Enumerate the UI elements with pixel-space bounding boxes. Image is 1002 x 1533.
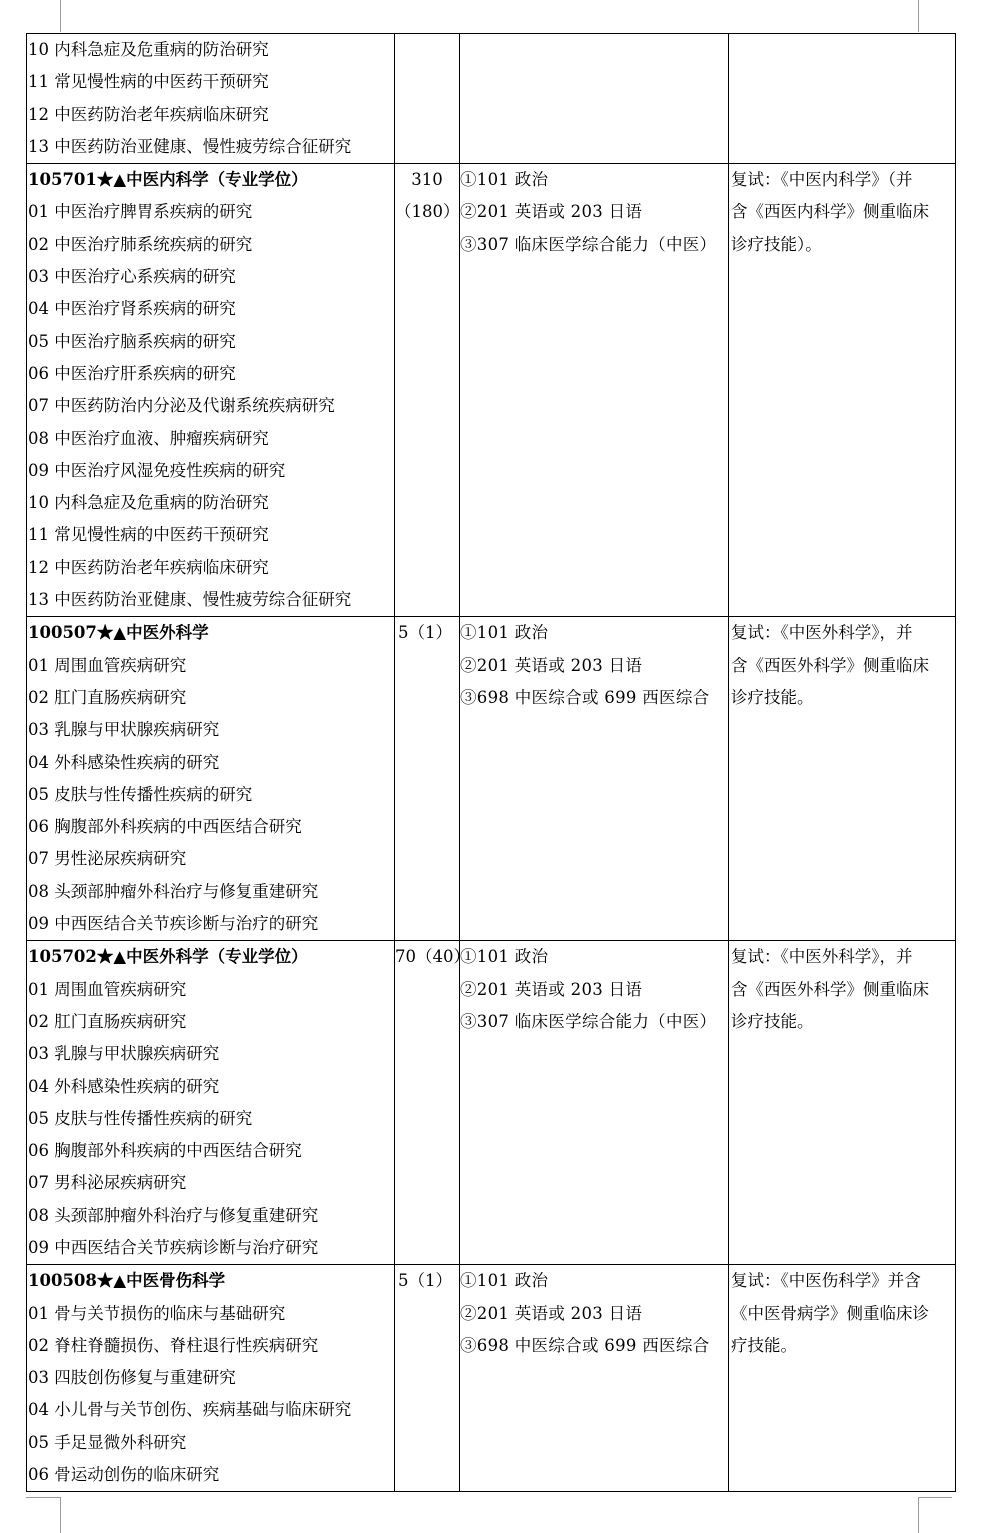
exam-subject: ①101 政治 [460,947,549,967]
exam-cell [460,1265,729,1492]
program-title: 100508★▲中医骨伤科学 [28,1271,226,1291]
retest-line: 复试：《中医内科学》（并 [731,170,913,190]
direction-item: 02 中医治疗肺系统疾病的研究 [28,234,253,254]
direction-item: 03 中医治疗心系疾病的研究 [28,267,236,287]
direction-item: 05 皮肤与性传播性疾病的研究 [28,784,253,804]
program-title: 105702★▲中医外科学（专业学位） [28,947,308,967]
direction-item: 09 中西医结合关节疾诊断与治疗的研究 [28,914,319,934]
retest-cell [729,941,956,1265]
direction-item: 01 周围血管疾病研究 [28,655,187,675]
direction-item: 10 内科急症及危重病的防治研究 [28,40,269,59]
enrollment-cell [395,617,460,941]
exam-subject: ②201 英语或 203 日语 [460,202,643,222]
exam-subject: ②201 英语或 203 日语 [460,1303,643,1323]
program-cell [27,941,395,1265]
direction-item: 04 外科感染性疾病的研究 [28,1076,220,1096]
direction-item: 12 中医药防治老年疾病临床研究 [28,557,269,577]
crop-mark-bottom-left-v [60,1497,61,1533]
program-cell [27,617,395,941]
enrollment-cell [395,941,470,1265]
direction-item: 07 男科泌尿疾病研究 [28,1173,187,1193]
direction-item: 02 肛门直肠疾病研究 [28,687,187,707]
direction-item: 02 肛门直肠疾病研究 [28,1011,187,1031]
direction-item: 11 常见慢性病的中医药干预研究 [28,72,269,92]
exam-subject: ③698 中医综合或 699 西医综合 [460,1335,710,1355]
direction-item: 02 脊柱脊髓损伤、脊柱退行性疾病研究 [28,1335,319,1355]
table-row [27,1265,956,1492]
direction-item: 11 常见慢性病的中医药干预研究 [28,525,269,545]
exam-cell [460,941,729,1265]
direction-item: 05 中医治疗脑系疾病的研究 [28,331,236,351]
retest-line: 诊疗技能。 [731,687,814,707]
table-row [27,164,956,617]
direction-item: 03 乳腺与甲状腺疾病研究 [28,1044,220,1064]
direction-item: 05 皮肤与性传播性疾病的研究 [28,1108,253,1128]
direction-item: 03 四肢创伤修复与重建研究 [28,1368,236,1388]
direction-item: 13 中医药防治亚健康、慢性疲劳综合征研究 [28,136,352,156]
exam-cell [460,34,729,164]
direction-item: 06 中医治疗肝系疾病的研究 [28,363,236,383]
direction-item: 01 中医治疗脾胃系疾病的研究 [28,202,253,222]
program-title: 105701★▲中医内科学（专业学位） [28,170,308,190]
direction-item: 08 头颈部肿瘤外科治疗与修复重建研究 [28,881,319,901]
enrollment-cell [395,34,460,164]
retest-cell [729,164,956,617]
retest-line: 诊疗技能）。 [731,234,822,254]
enrollment-cell [395,164,460,617]
direction-item: 07 中医药防治内分泌及代谢系统疾病研究 [28,396,335,416]
enrollment-total: 70（40） [395,947,470,967]
retest-line: 含《西医外科学》侧重临床 [731,979,929,999]
retest-line: 《中医骨病学》侧重临床诊 [731,1303,929,1323]
exam-subject: ②201 英语或 203 日语 [460,655,643,675]
direction-item: 09 中医治疗风湿免疫性疾病的研究 [28,460,286,480]
direction-item: 09 中西医结合关节疾病诊断与治疗研究 [28,1237,319,1257]
retest-line: 复试：《中医外科学》，并 [731,623,913,643]
retest-line: 复试：《中医伤科学》并含 [731,1271,921,1291]
table-row [27,617,956,941]
direction-item: 04 外科感染性疾病的研究 [28,752,220,772]
table-row [27,34,956,164]
direction-item: 04 小儿骨与关节创伤、疾病基础与临床研究 [28,1400,352,1420]
crop-mark-top-left [60,0,61,32]
enrollment-total: 5（1） [398,623,452,643]
program-cell [27,34,395,164]
direction-item: 03 乳腺与甲状腺疾病研究 [28,720,220,740]
program-cell [27,1265,395,1492]
exam-subject: ①101 政治 [460,623,549,643]
exam-cell [460,617,729,941]
retest-line: 疗技能。 [731,1335,797,1355]
exam-subject: ③307 临床医学综合能力（中医） [460,1011,717,1031]
direction-item: 13 中医药防治亚健康、慢性疲劳综合征研究 [28,590,352,610]
program-title: 100507★▲中医外科学 [28,623,209,643]
exam-subject: ②201 英语或 203 日语 [460,979,643,999]
exam-subject: ①101 政治 [460,1271,549,1291]
retest-cell [729,34,956,164]
direction-item: 06 胸腹部外科疾病的中西医结合研究 [28,817,302,837]
table-row [27,941,956,1265]
direction-item: 06 骨运动创伤的临床研究 [28,1465,220,1485]
retest-cell [729,617,956,941]
exam-subject: ①101 政治 [460,170,549,190]
exam-subject: ③307 临床医学综合能力（中医） [460,234,717,254]
retest-cell [729,1265,956,1492]
direction-item: 08 头颈部肿瘤外科治疗与修复重建研究 [28,1205,319,1225]
crop-mark-bottom-left-h [26,1497,60,1498]
direction-item: 12 中医药防治老年疾病临床研究 [28,104,269,124]
retest-line: 诊疗技能。 [731,1011,814,1031]
direction-item: 04 中医治疗肾系疾病的研究 [28,299,236,319]
enrollment-total: 5（1） [398,1271,452,1291]
direction-item: 05 手足显微外科研究 [28,1432,187,1452]
crop-mark-bottom-right-v [918,1497,919,1533]
direction-item: 10 内科急症及危重病的防治研究 [28,493,269,513]
enrollment-cell [395,1265,460,1492]
program-cell [27,164,395,617]
retest-line: 复试：《中医外科学》，并 [731,947,913,967]
direction-item: 01 周围血管疾病研究 [28,979,187,999]
enrollment-total: 310 [411,170,443,190]
retest-line: 含《西医外科学》侧重临床 [731,655,929,675]
crop-mark-top-right [918,0,919,32]
enrollment-exempt: （180） [395,202,460,222]
program-table [26,33,956,1492]
direction-item: 01 骨与关节损伤的临床与基础研究 [28,1303,286,1323]
direction-item: 07 男性泌尿疾病研究 [28,849,187,869]
direction-item: 06 胸腹部外科疾病的中西医结合研究 [28,1141,302,1161]
direction-item: 08 中医治疗血液、肿瘤疾病研究 [28,428,269,448]
retest-line: 含《西医内科学》侧重临床 [731,202,929,222]
crop-mark-bottom-right-h [918,1497,952,1498]
exam-cell [460,164,729,617]
exam-subject: ③698 中医综合或 699 西医综合 [460,687,710,707]
